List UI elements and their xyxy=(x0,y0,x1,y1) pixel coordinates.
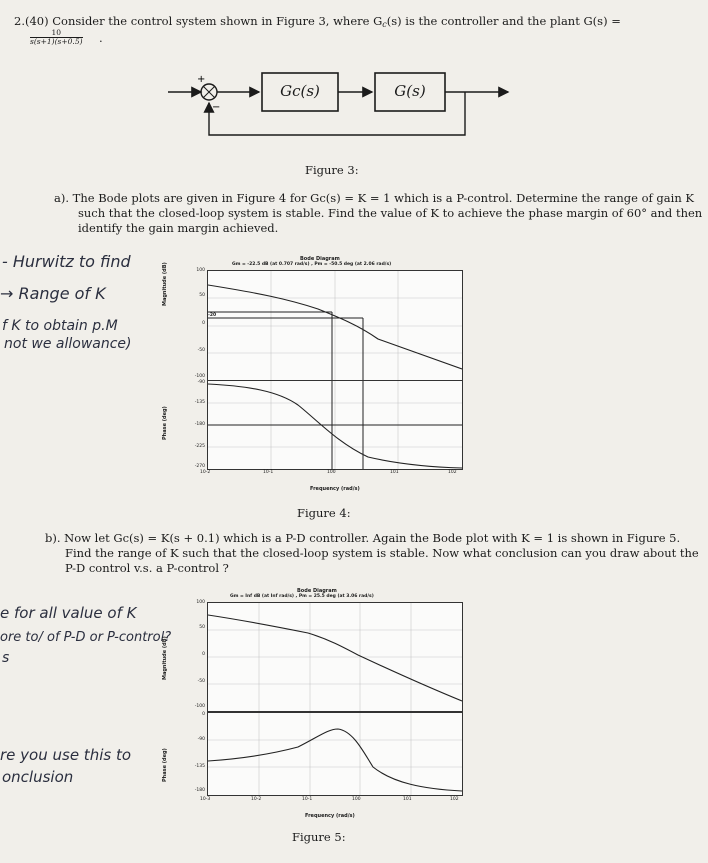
figure5-x-tick: 101 xyxy=(403,797,412,802)
figure4-caption: Figure 4: xyxy=(297,506,351,520)
question-header: 2.(40) Consider the control system shown in Figure 3, where Gc(s) is the controller and the plant G(s) = xyxy=(14,14,621,29)
figure5-magnitude-curve xyxy=(208,615,462,701)
figure5-phase-curve xyxy=(208,729,462,791)
plus-sign: + xyxy=(197,74,206,85)
figure4-tick-annotation: -20 xyxy=(208,313,217,318)
figure4-x-tick: 101 xyxy=(390,470,399,475)
part-a-question xyxy=(54,191,704,236)
figure5-phase-ylabel: Phase (deg) xyxy=(162,748,168,782)
figure5-phase-tick: -180 xyxy=(194,788,205,793)
handwritten-note-a4: not we allowance) xyxy=(4,336,132,352)
part-a-line3: identify the gain margin achieved. xyxy=(78,221,279,235)
figure5-mag-tick: -100 xyxy=(194,704,205,709)
figure4-mag-tick: 50 xyxy=(199,293,205,298)
question-header-rest: (s) is the controller and the plant G(s) = xyxy=(386,14,621,28)
figure4-x-tick: 10-1 xyxy=(263,470,274,475)
figure4-mag-tick: -50 xyxy=(197,348,205,353)
plant-label: G(s) xyxy=(394,82,426,100)
handwritten-note-b1: e for all value of K xyxy=(0,604,137,622)
figure5-title: Bode Diagram xyxy=(297,588,337,594)
tf-period: . xyxy=(99,31,103,45)
part-b-line2: Find the range of K such that the closed-loop system is stable. Now what conclusion can you draw about the xyxy=(65,546,699,560)
figure4-x-tick: 102 xyxy=(448,470,457,475)
figure5-subtitle: Gm = Inf dB (at Inf rad/s) , Pm = 25.5 deg (at 3.06 rad/s) xyxy=(230,594,374,599)
figure5-phase-plot xyxy=(207,712,463,796)
tf-numerator: 10 xyxy=(30,29,83,38)
handwritten-note-b3: s xyxy=(2,650,10,666)
part-b-question xyxy=(45,531,705,576)
figure4-mag-tick: 100 xyxy=(196,268,205,273)
figure4-title: Bode Diagram xyxy=(300,256,340,262)
figure5-phase-tick: -90 xyxy=(197,737,205,742)
figure4-mag-ylabel: Magnitude (dB) xyxy=(162,262,168,306)
figure5-mag-tick: -50 xyxy=(197,679,205,684)
figure3-caption: Figure 3: xyxy=(305,163,359,177)
figure4-phase-tick: -225 xyxy=(194,444,205,449)
figure4-x-tick: 100 xyxy=(327,470,336,475)
figure5-mag-tick: 50 xyxy=(199,625,205,630)
handwritten-note-b4: re you use this to xyxy=(0,746,132,764)
figure5-mag-tick: 100 xyxy=(196,600,205,605)
figure4-phase-tick: -90 xyxy=(197,380,205,385)
figure5-x-tick: 10-2 xyxy=(251,797,262,802)
figure5-phase-tick: 0 xyxy=(202,712,205,717)
figure5-x-tick: 10-1 xyxy=(302,797,313,802)
part-b-line3: P-D control v.s. a P-control ? xyxy=(65,561,229,575)
handwritten-note-b5: onclusion xyxy=(2,768,74,786)
figure5-x-tick: 100 xyxy=(352,797,361,802)
controller-label: Gc(s) xyxy=(280,82,320,100)
figure5-mag-ylabel: Magnitude (dB) xyxy=(162,636,168,680)
part-b-line1: b). Now let Gc(s) = K(s + 0.1) which is a P-D controller. Again the Bode plot with K = 1 is shown in Figure 5. xyxy=(45,531,681,545)
figure5-x-tick: 102 xyxy=(450,797,459,802)
figure4-phase-tick: -180 xyxy=(194,422,205,427)
figure4-magnitude-plot xyxy=(207,270,463,382)
figure5-x-tick: 10-3 xyxy=(200,797,211,802)
figure4-xlabel: Frequency (rad/s) xyxy=(310,486,360,492)
handwritten-note-a1: - Hurwitz to find xyxy=(2,252,131,271)
figure4-mag-tick: -100 xyxy=(194,374,205,379)
figure4-subtitle: Gm = -22.5 dB (at 0.707 rad/s) , Pm = -50.5 deg (at 2.06 rad/s) xyxy=(232,262,392,267)
figure5-xlabel: Frequency (rad/s) xyxy=(305,813,355,819)
figure4-phase-tick: -135 xyxy=(194,400,205,405)
handwritten-note-a3: f K to obtain p.M xyxy=(2,318,118,334)
figure5-magnitude-plot xyxy=(207,602,463,712)
handwritten-note-b2: ore to/ of P-D or P-control? xyxy=(0,630,172,645)
figure5-caption: Figure 5: xyxy=(292,830,346,844)
part-a-line1: a). The Bode plots are given in Figure 4 for Gc(s) = K = 1 which is a P-control. Determine the range of gain K xyxy=(54,191,694,205)
figure4-phase-tick: -270 xyxy=(194,464,205,469)
question-header-text: 2.(40) Consider the control system shown in Figure 3, where G xyxy=(14,14,383,28)
figure5-mag-tick: 0 xyxy=(202,652,205,657)
figure4-phase-ylabel: Phase (deg) xyxy=(162,406,168,440)
figure4-mag-tick: 0 xyxy=(202,321,205,326)
part-a-line2: such that the closed-loop system is stable. Find the value of K to achieve the phase margin of 60° and then xyxy=(78,206,703,220)
figure5-phase-tick: -135 xyxy=(194,764,205,769)
tf-denominator: s(s+1)(s+0.5) xyxy=(30,37,83,46)
handwritten-note-a2: → Range of K xyxy=(0,284,106,303)
minus-sign: − xyxy=(212,102,221,113)
figure4-phase-plot xyxy=(207,380,463,470)
figure4-x-tick: 10-2 xyxy=(200,470,211,475)
